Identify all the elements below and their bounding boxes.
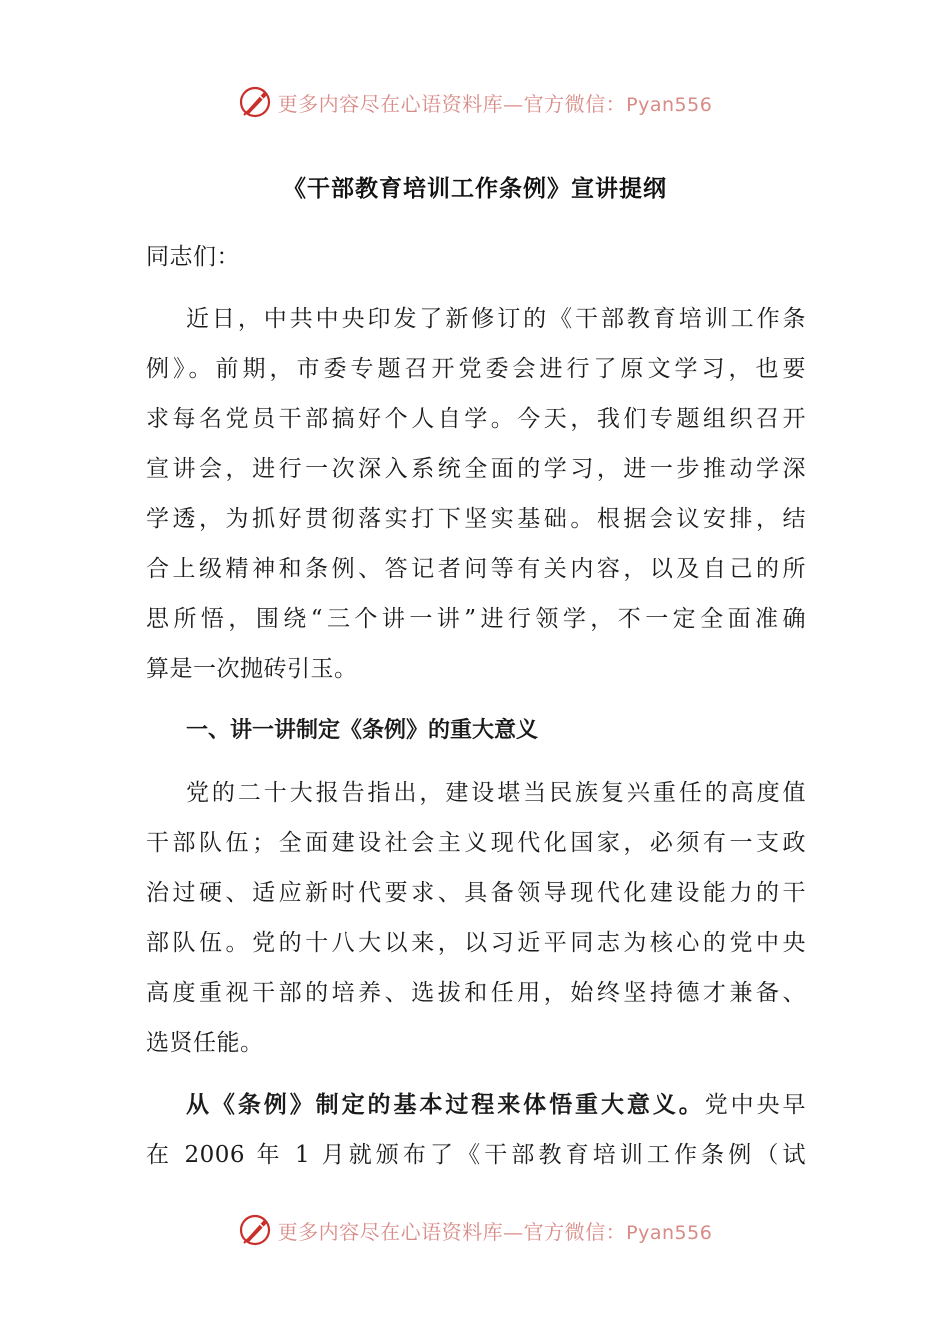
paragraph-intro xyxy=(146,294,806,694)
header-watermark-banner xyxy=(0,80,950,124)
quill-pen-logo-icon xyxy=(238,84,274,120)
text-line: 思所悟，围绕“三个讲一讲”进行领学，不一定全面准确 xyxy=(146,606,806,632)
text-line: 高度重视干部的培养、选拔和任用，始终坚持德才兼备、 xyxy=(146,980,806,1006)
text-line: 例》。前期，市委专题召开党委会进行了原文学习，也要 xyxy=(146,356,806,382)
text-line xyxy=(146,1080,806,1130)
text-line: 选贤任能。 xyxy=(146,1030,264,1056)
watermark-text: 更多内容尽在心语资料库—官方微信：Pyan556 xyxy=(277,1219,713,1244)
text-line: 在 2006 年 1 月就颁布了《干部教育培训工作条例（试 xyxy=(146,1142,806,1168)
text-line: 部队伍。党的十八大以来，以习近平同志为核心的党中央 xyxy=(146,930,806,956)
text-line: 宣讲会，进行一次深入系统全面的学习，进一步推动学深 xyxy=(146,456,806,482)
document-body xyxy=(146,232,806,1180)
text-line: 学透，为抓好贯彻落实打下坚实基础。根据会议安排，结 xyxy=(146,506,806,532)
text-run: 党中央早 xyxy=(704,1092,806,1118)
bold-lead-sentence: 从《条例》制定的基本过程来体悟重大意义。 xyxy=(186,1092,705,1118)
document-title: 《干部教育培训工作条例》宣讲提纲 xyxy=(283,176,667,202)
section-heading: 一、讲一讲制定《条例》的重大意义 xyxy=(186,718,539,743)
salutation: 同志们： xyxy=(146,244,240,270)
text-line: 求每名党员干部搞好个人自学。今天，我们专题组织召开 xyxy=(146,406,806,432)
text-line: 算是一次抛砖引玉。 xyxy=(146,656,358,682)
paragraph-process xyxy=(146,1080,806,1180)
footer-watermark-banner xyxy=(0,1208,950,1252)
watermark-text: 更多内容尽在心语资料库—官方微信：Pyan556 xyxy=(277,91,713,116)
text-line: 干部队伍；全面建设社会主义现代化国家，必须有一支政 xyxy=(146,830,806,856)
wechat-id: Pyan556 xyxy=(626,93,713,116)
text-line: 党的二十大报告指出，建设堪当民族复兴重任的高度值 xyxy=(186,780,806,806)
text-line: 近日，中共中央印发了新修订的《干部教育培训工作条 xyxy=(186,306,806,332)
text-line: 治过硬、适应新时代要求、具备领导现代化建设能力的干 xyxy=(146,880,806,906)
quill-pen-logo-icon xyxy=(238,1212,274,1248)
paragraph-significance xyxy=(146,768,806,1068)
wechat-id: Pyan556 xyxy=(626,1221,713,1244)
text-line: 合上级精神和条例、答记者问等有关内容，以及自己的所 xyxy=(146,556,806,582)
